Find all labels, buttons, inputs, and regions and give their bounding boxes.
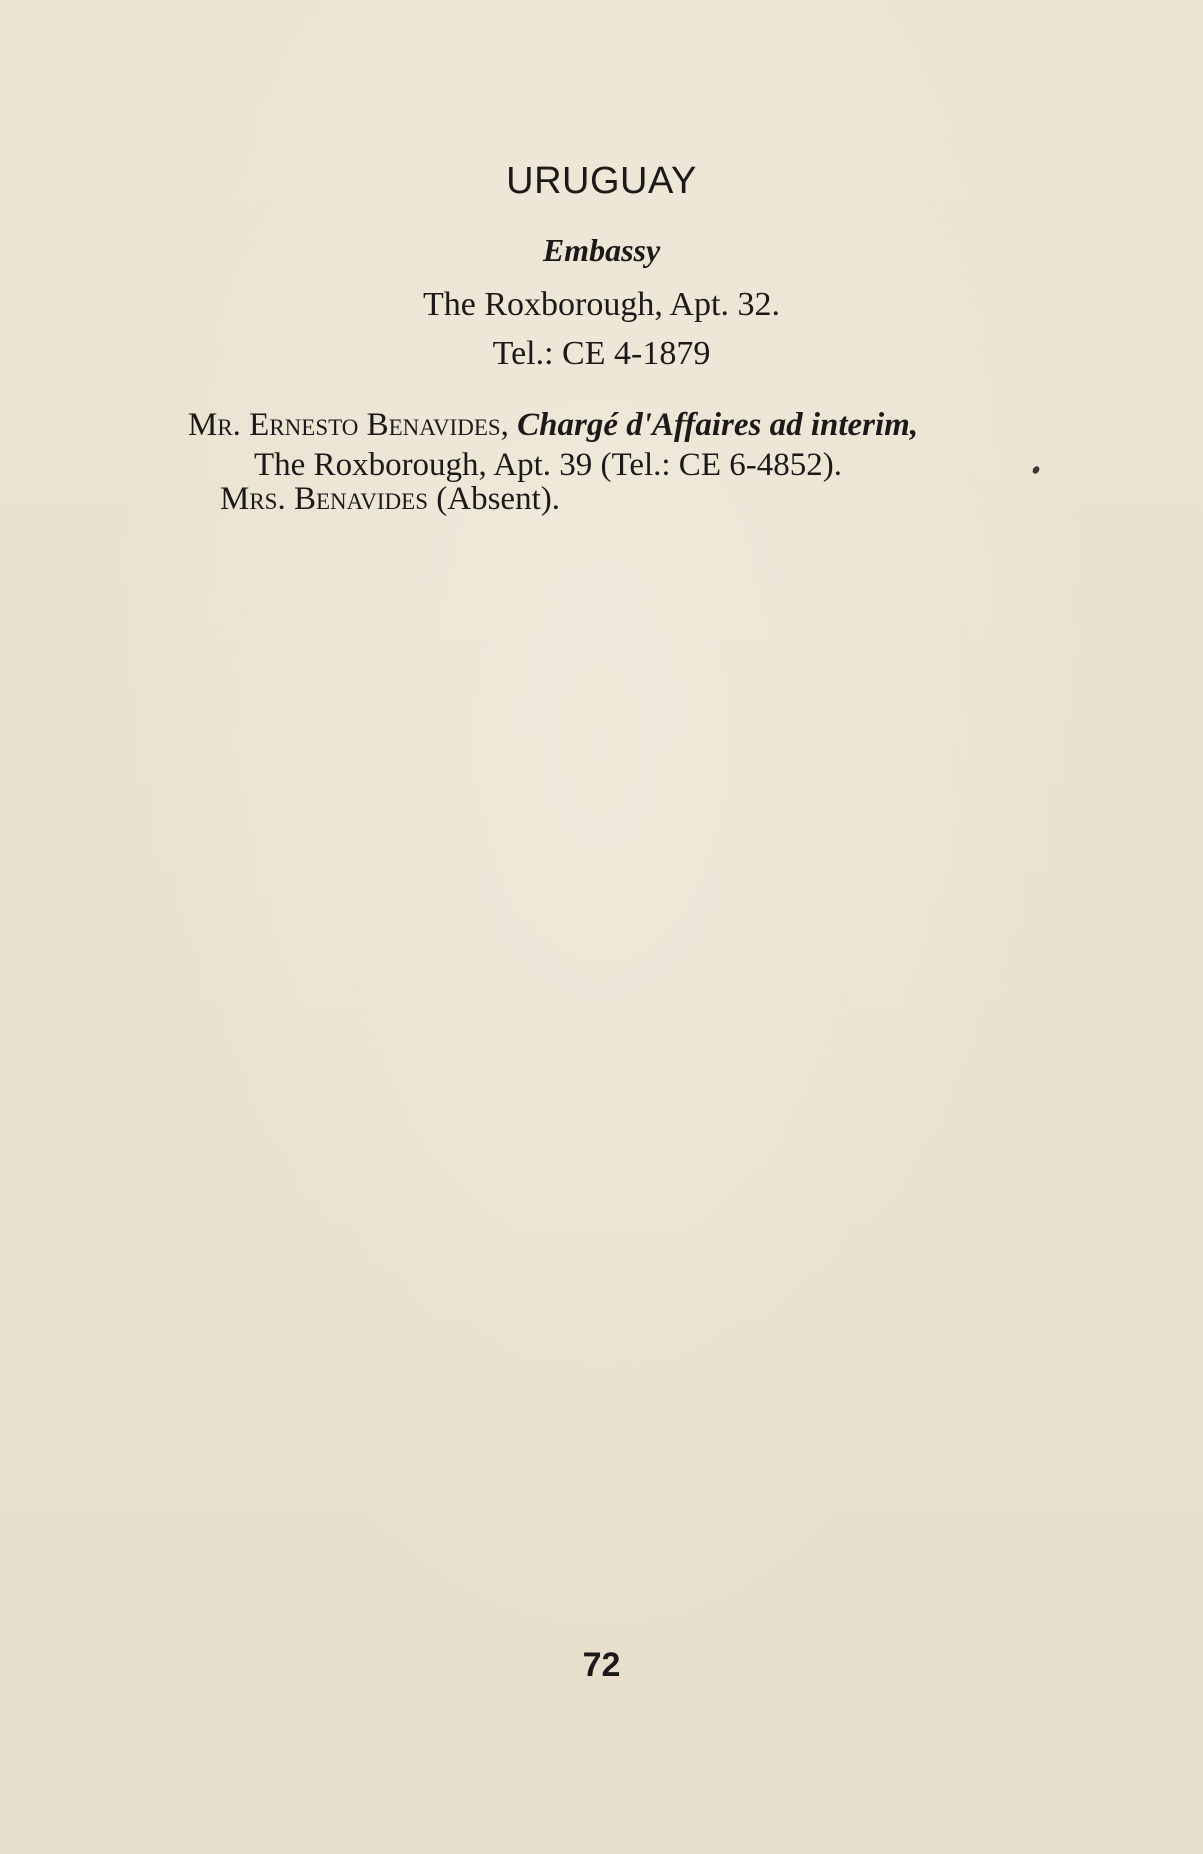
diplomat-position: Chargé d'Affaires ad interim,: [517, 407, 919, 443]
page-number: 72: [582, 1646, 621, 1684]
country-heading: URUGUAY: [506, 160, 697, 202]
spouse-status: (Absent).: [436, 481, 560, 517]
diplomat-entry-line-1: [188, 405, 1088, 445]
section-heading: Embassy: [542, 232, 661, 268]
diplomat-name: Mr. Ernesto Benavides,: [188, 407, 509, 443]
diplomat-address: The Roxborough, Apt. 39 (Tel.: CE 6-4852).: [254, 447, 842, 483]
embassy-telephone: Tel.: CE 4-1879: [492, 335, 711, 372]
spouse-entry: [220, 481, 560, 518]
spouse-name: Mrs. Benavides: [220, 481, 429, 517]
diplomat-entry: [188, 405, 1088, 485]
embassy-address: The Roxborough, Apt. 32.: [423, 286, 780, 323]
